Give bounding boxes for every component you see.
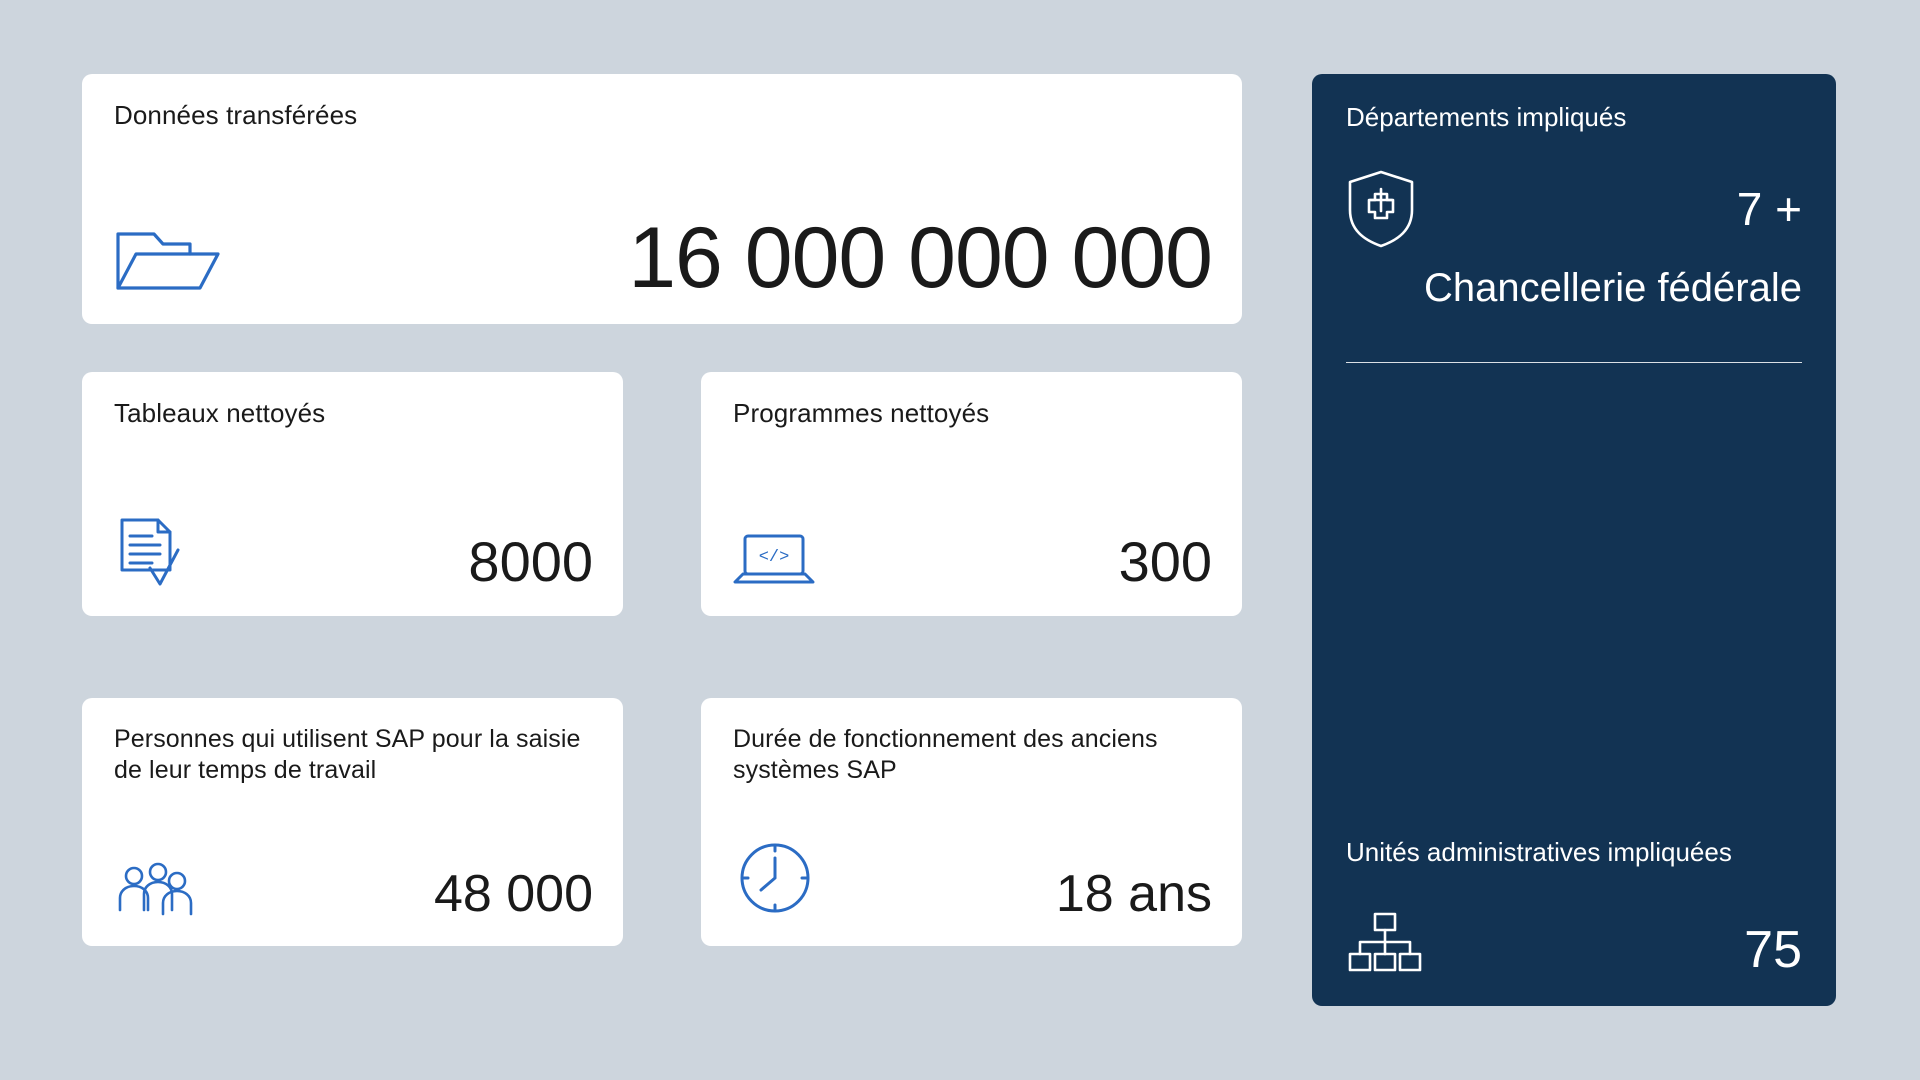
card-bottom [114,514,593,593]
folder-icon [114,222,222,294]
card-sap-users [82,698,623,946]
card-bottom [733,836,1212,923]
card-bottom [733,530,1212,593]
document-check-icon [114,514,184,590]
card-programs-cleaned [701,372,1242,616]
card-bottom [114,862,593,923]
kpi-row-bottom [82,698,1242,946]
card-value: 18 ans [1055,865,1212,923]
card-value: 16 000 000 000 [628,209,1212,306]
panel-spacer [1346,363,1802,836]
panel-bottom-title: Unités administratives impliquées [1346,836,1732,867]
panel-bottom-row [1346,910,1802,979]
card-bottom [114,209,1212,306]
card-value: 8000 [468,530,593,593]
card-title: Durée de fonctionnement des anciens systèmes SAP [733,725,1158,784]
panel-value: 7 + [1736,182,1802,235]
laptop-code-icon [733,530,815,590]
kpi-left-column [82,74,1242,1006]
card-title: Tableaux nettoyés [114,398,326,428]
svg-text:</>: </> [758,548,790,567]
panel-value: 75 [1744,921,1802,979]
org-chart-icon [1346,910,1424,976]
card-data-transferred [82,74,1242,324]
card-legacy-runtime [701,698,1242,946]
card-tables-cleaned [82,372,623,616]
card-title: Données transférées [114,100,358,130]
people-group-icon [114,862,196,920]
card-title: Personnes qui utilisent SAP pour la saisie de leur temps de travail [114,725,581,784]
kpi-right-column [1312,74,1836,1006]
card-title: Programmes nettoyés [733,398,990,428]
panel-top-row [1346,168,1802,250]
panel-divider [1346,362,1802,363]
clock-icon [733,836,817,920]
card-value: 48 000 [433,865,593,923]
panel-departments [1312,74,1836,1006]
card-value: 300 [1118,530,1212,593]
panel-title: Départements impliqués [1346,102,1627,132]
panel-subtitle: Chancellerie fédérale [1423,265,1802,310]
swiss-shield-icon [1346,168,1416,250]
kpi-row-middle [82,372,1242,616]
